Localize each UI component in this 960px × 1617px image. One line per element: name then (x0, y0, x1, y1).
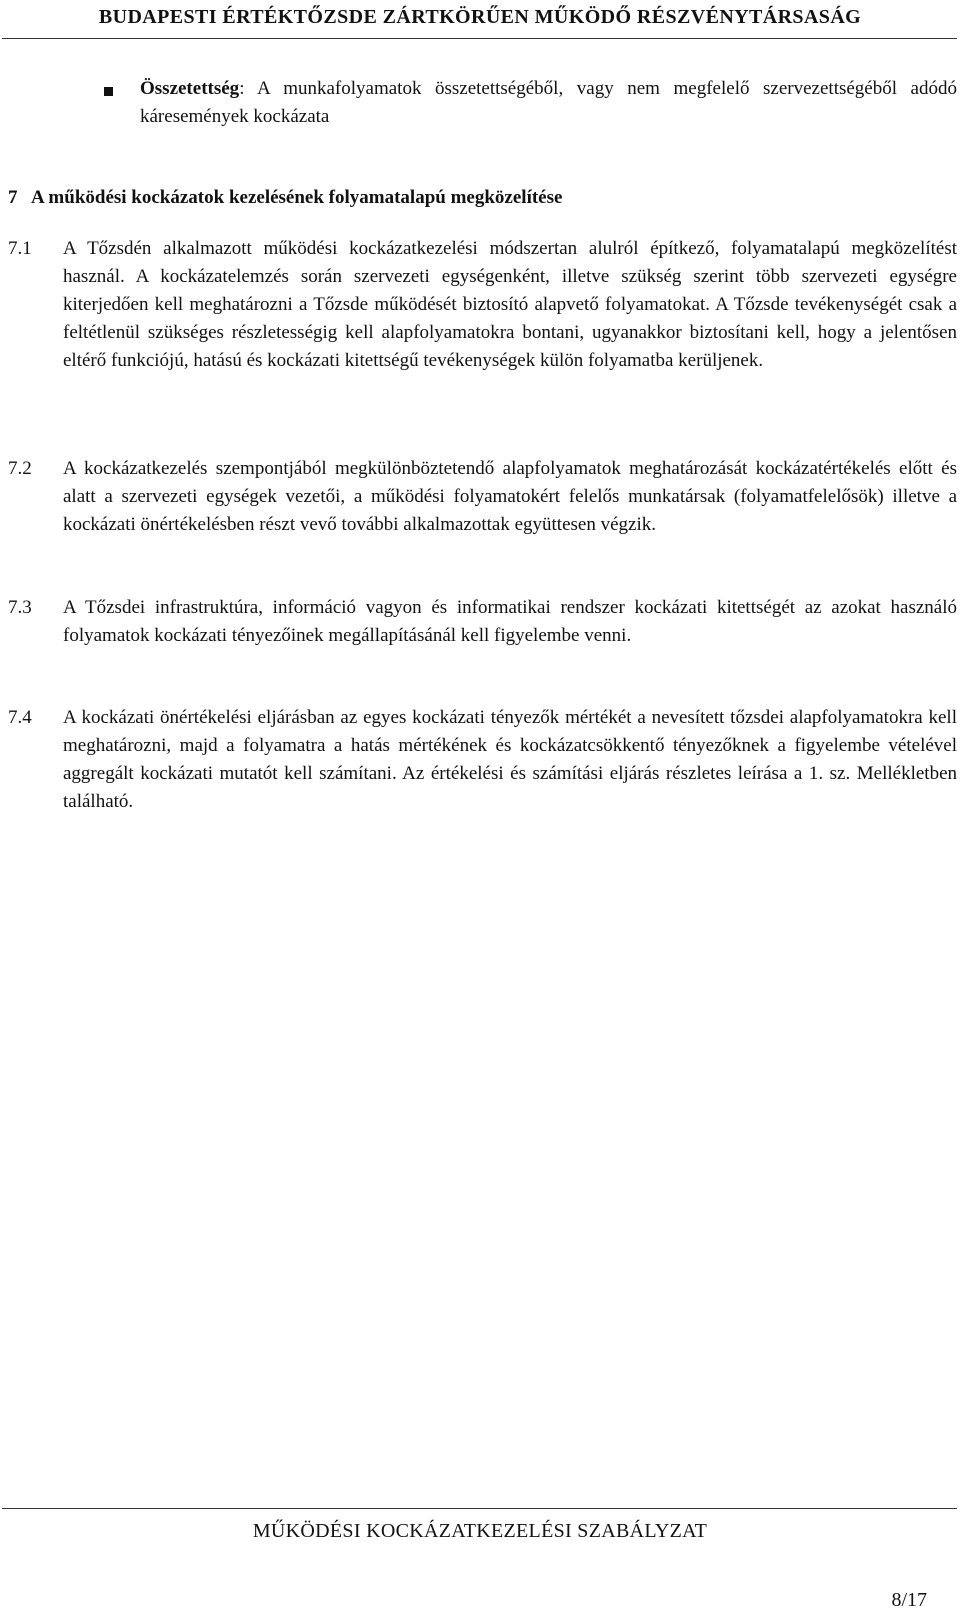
footer-title: MŰKÖDÉSI KOCKÁZATKEZELÉSI SZABÁLYZAT (252, 1520, 708, 1542)
bullet-term: Összetettség (140, 78, 240, 99)
footer-rule (2, 1508, 957, 1509)
paragraph-number: 7.4 (8, 707, 32, 728)
paragraph-number: 7.2 (8, 458, 32, 479)
bullet-description: : A munkafolyamatok összetettségéből, vagy nem megfelelő szervezettségéből adódó káresemények kockázata (140, 78, 957, 127)
paragraph-text: A Tőzsdei infrastruktúra, információ vagyon és informatikai rendszer kockázati kitettségét az azokat használó folyamatok kockázati tényezőinek megállapításánál kell figyelembe venni. (63, 597, 957, 646)
paragraph-text: A Tőzsdén alkalmazott működési kockázatkezelési módszertan alulról építkező, folyamatalapú megközelítést használ. A kockázatelemzés során szervezeti egységenként, illetve szükség szerint több szervezeti egységre kiterjedően kell meghatározni a Tőzsde működését biztosító alapvető folyamatokat. A Tőzsde tevékenységét csak a feltétlenül szükséges részletességig kell alapfolyamatokra bontani, ugyanakkor biztosítani kell, hogy a jelentősen eltérő funkciójú, hatású és kockázati kitettségű tevékenységek külön folyamatba kerüljenek. (63, 238, 957, 371)
bullet-text (140, 75, 957, 131)
paragraph-number: 7.3 (8, 597, 32, 618)
page-number: 8/17 (891, 1589, 927, 1611)
section-heading (8, 184, 948, 212)
paragraph-text: A kockázatkezelés szempontjából megkülönböztetendő alapfolyamatok meghatározását kockázatértékelés előtt és alatt a szervezeti egységek vezetői, a működési folyamatokért felelős munkatársak (folyamatfelelősök) illetve a kockázati önértékelésben részt vevő további alkalmazottak együttesen végzik. (63, 458, 957, 535)
page-header: BUDAPESTI ÉRTÉKTŐZSDE ZÁRTKÖRŰEN MŰKÖDŐ RÉSZVÉNYTÁRSASÁG (98, 6, 862, 28)
section-title: A működési kockázatok kezelésének folyamatalapú megközelítése (31, 187, 563, 208)
square-bullet-icon (104, 87, 113, 96)
paragraph-text: A kockázati önértékelési eljárásban az egyes kockázati tényezők mértékét a nevesített tőzsdei alapfolyamatokra kell meghatározni, majd a folyamatra a hatás mértékének és kockázatcsökkentő tényezőknek a figyelembe vételével aggregált kockázati mutatót kell számítani. Az értékelési és számítási eljárás részletes leírása a 1. sz. Mellékletben található. (63, 707, 957, 812)
header-rule (2, 38, 957, 39)
section-number: 7 (8, 187, 18, 208)
paragraph-number: 7.1 (8, 238, 32, 259)
